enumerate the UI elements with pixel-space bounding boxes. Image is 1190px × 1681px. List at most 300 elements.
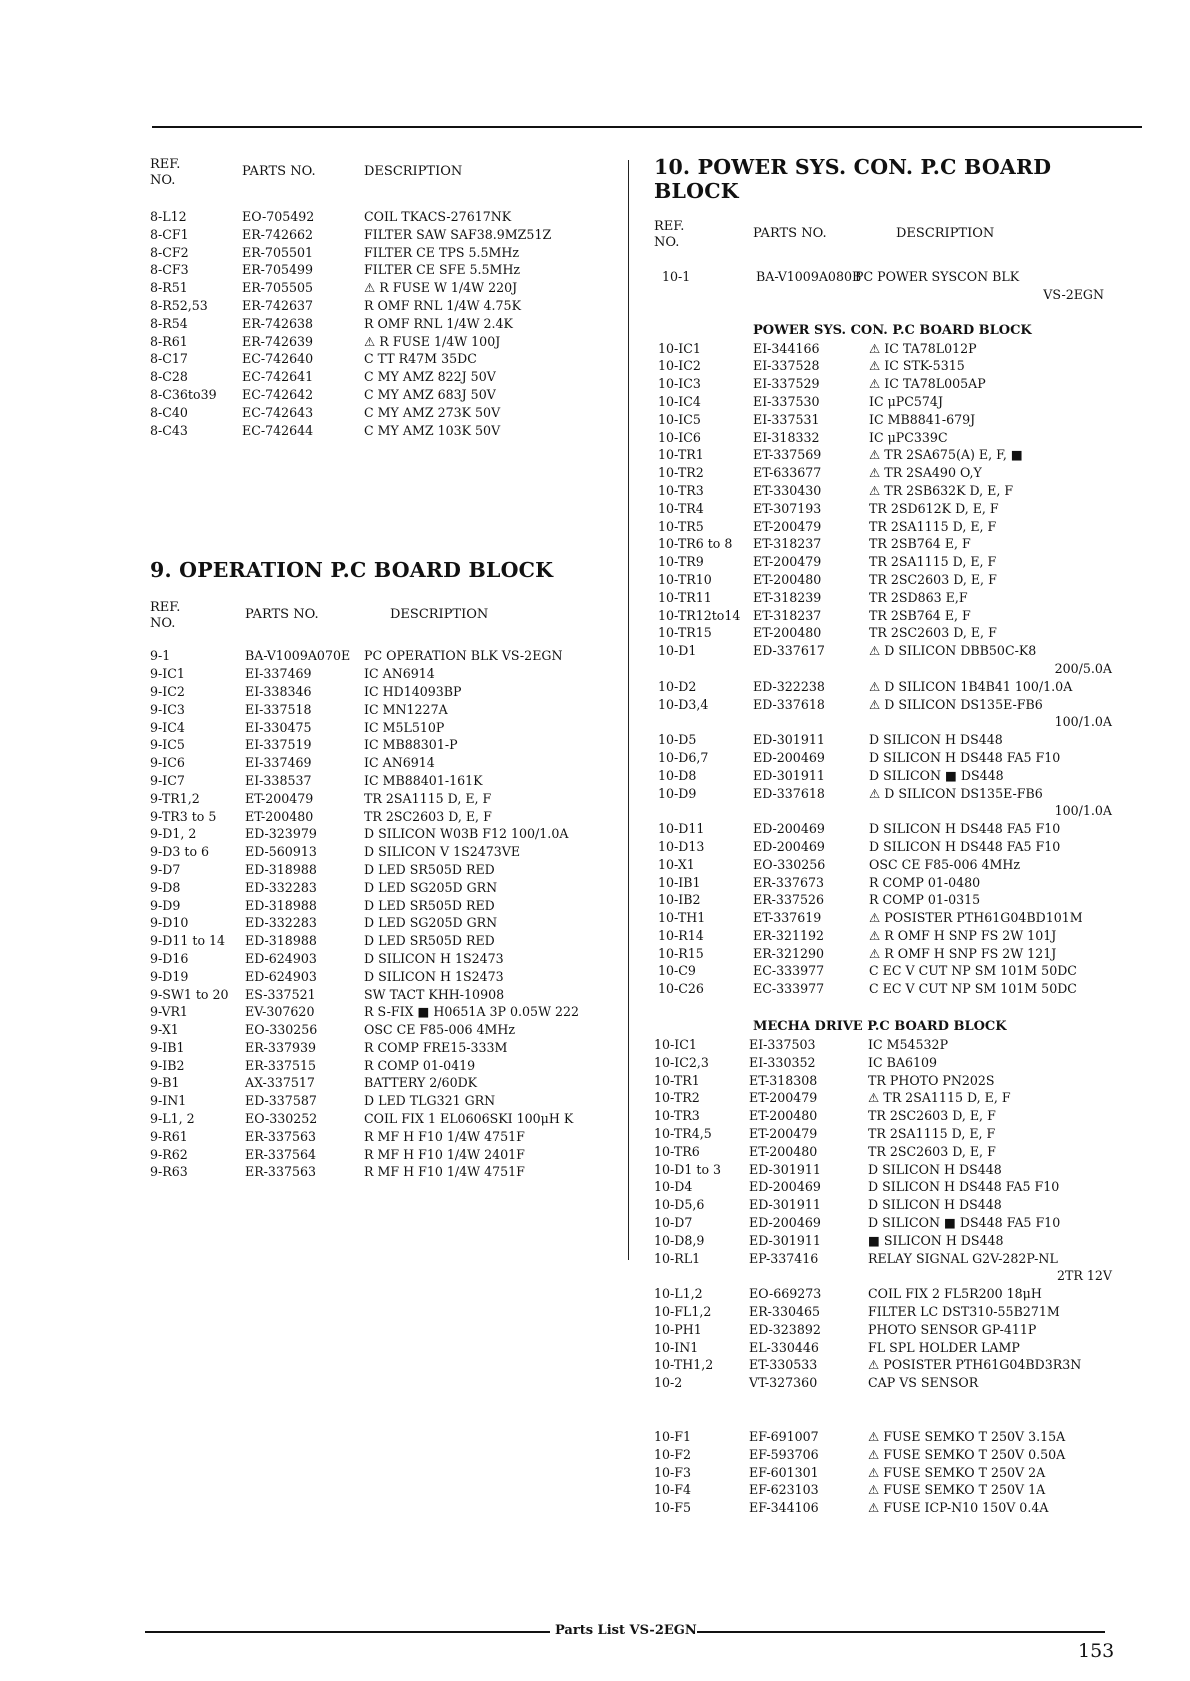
desc-cell: C EC V CUT NP SM 101M 50DC: [869, 981, 1077, 997]
desc-cell: C MY AMZ 683J 50V: [364, 386, 496, 402]
desc-cell: D SILICON H DS448 FA5 F10: [868, 1179, 1060, 1195]
desc-cell: ■ SILICON H DS448: [868, 1232, 1004, 1248]
table-row: [150, 898, 620, 916]
table-row: [150, 809, 620, 827]
desc-cell: CAP VS SENSOR: [868, 1375, 979, 1391]
desc-cell: D SILICON W03B F12 100/1.0A: [364, 826, 569, 842]
desc-cell: PHOTO SENSOR GP-411P: [868, 1321, 1037, 1337]
desc-cell: R OMF RNL 1/4W 4.75K: [364, 297, 521, 313]
ref-cell: 10-TR4,5: [654, 1126, 712, 1142]
ref-cell: 10-1: [662, 269, 691, 284]
ref-cell: 10-IC6: [658, 429, 701, 445]
ref-cell: 8-CF3: [150, 262, 189, 278]
ref-cell: 10-D8,9: [654, 1232, 705, 1248]
desc-cell: PC OPERATION BLK VS-2EGN: [364, 648, 563, 664]
ref-cell: 9-R62: [150, 1146, 188, 1162]
ref-cell: 10-TR5: [658, 518, 704, 534]
table-row: [654, 821, 1124, 839]
part-cell: EC-742641: [242, 369, 314, 385]
table-row: [654, 465, 1124, 483]
ref-cell: 10-D5: [658, 732, 697, 748]
part-cell: ET-200480: [245, 808, 314, 824]
table-row: [654, 1055, 1124, 1073]
part-cell: ER-705501: [242, 244, 314, 260]
footer: [145, 1623, 1105, 1639]
part-cell: EC-333977: [753, 963, 825, 979]
desc-cell: ⚠ IC STK-5315: [869, 358, 965, 374]
ref-header: REF. NO.: [654, 219, 685, 250]
desc-cell: R COMP FRE15-333M: [364, 1039, 508, 1055]
desc-cell: IC BA6109: [868, 1054, 938, 1070]
ref-cell: 10-PH1: [654, 1321, 702, 1337]
ref-cell: 8-C28: [150, 369, 188, 385]
desc-cell: FILTER CE TPS 5.5MHz: [364, 244, 520, 260]
ref-cell: 8-R51: [150, 280, 188, 296]
desc-cell: ⚠ FUSE SEMKO T 250V 0.50A: [868, 1446, 1066, 1462]
desc-cell: OSC CE F85-006 4MHz: [364, 1022, 516, 1038]
part-cell: EF-593706: [749, 1446, 819, 1462]
ref-cell: 10-F3: [654, 1464, 692, 1480]
part-cell: EC-742643: [242, 404, 314, 420]
table-row: [654, 679, 1124, 697]
desc-cell: TR 2SC2603 D, E, F: [869, 571, 997, 587]
ref-cell: 10-TH1: [658, 910, 706, 926]
table-row: [654, 572, 1124, 590]
table-row: [654, 1144, 1124, 1162]
part-cell: ET-318237: [753, 607, 822, 623]
table-row: [150, 969, 620, 987]
ref-cell: 10-IC1: [658, 340, 701, 356]
part-cell: ET-337619: [753, 910, 822, 926]
desc-cell: R COMP 01-0419: [364, 1057, 476, 1073]
ref-cell: 10-TR2: [658, 465, 704, 481]
ref-cell: 10-IB1: [658, 874, 701, 890]
part-cell: EI-338346: [245, 683, 312, 699]
desc-cell: D SILICON H DS448 FA5 F10: [869, 838, 1061, 854]
table-row: [150, 1111, 620, 1129]
ref-cell: 9-IB1: [150, 1039, 185, 1055]
desc-cell: D SILICON ■ DS448: [869, 767, 1004, 783]
ref-cell: 9-IC4: [150, 719, 185, 735]
ref-cell: 10-TR1: [658, 447, 704, 463]
table-row: [654, 1073, 1124, 1091]
ref-cell: 10-D13: [658, 838, 705, 854]
part-cell: ET-318308: [749, 1072, 818, 1088]
desc-cell: IC AN6914: [364, 666, 435, 682]
table-row: [150, 1147, 620, 1165]
desc-cell: R COMP 01-0315: [869, 892, 981, 908]
desc-cell: TR 2SB764 E, F: [869, 536, 971, 552]
table-row: [150, 826, 620, 844]
part-cell: EC-742644: [242, 422, 314, 438]
part-cell: ET-318237: [753, 536, 822, 552]
part-cell: ER-321290: [753, 945, 825, 961]
ref-cell: 10-F5: [654, 1500, 692, 1516]
ref-cell: 10-IC1: [654, 1037, 697, 1053]
table-row: [150, 933, 620, 951]
table-row: [654, 608, 1124, 626]
part-cell: EI-337531: [753, 411, 820, 427]
part-cell: ED-301911: [749, 1161, 821, 1177]
part-cell: ED-318988: [245, 933, 317, 949]
desc-cell: C MY AMZ 822J 50V: [364, 369, 496, 385]
desc-cell: ⚠ TR 2SA490 O,Y: [869, 465, 982, 481]
ref-cell: 9-D8: [150, 879, 181, 895]
desc-cell: D SILICON V 1S2473VE: [364, 844, 521, 860]
desc-cell: SW TACT KHH-10908: [364, 986, 505, 1002]
desc-cell: R MF H F10 1/4W 4751F: [364, 1128, 525, 1144]
desc-cell: ⚠ D SILICON 1B4B41 100/1.0A: [869, 678, 1073, 694]
desc-cell: ⚠ POSISTER PTH61G04BD3R3N: [868, 1357, 1082, 1373]
table-row: [150, 369, 620, 387]
part-cell: ED-322238: [753, 678, 825, 694]
top-rule: [152, 126, 1142, 128]
part-cell: EI-330352: [749, 1054, 816, 1070]
ref-cell: 10-IB2: [658, 892, 701, 908]
ref-cell: 10-IC2: [658, 358, 701, 374]
part-cell: ED-332283: [245, 915, 317, 931]
ref-cell: 10-D3,4: [658, 696, 709, 712]
part-cell: ER-337515: [245, 1057, 317, 1073]
ref-cell: 10-F2: [654, 1446, 692, 1462]
desc-cell: C EC V CUT NP SM 101M 50DC: [869, 963, 1077, 979]
ref-cell: 10-TR1: [654, 1072, 700, 1088]
part-cell: EI-337469: [245, 666, 312, 682]
table-row: [654, 519, 1124, 537]
table-row: [150, 298, 620, 316]
table-row: [654, 1251, 1124, 1269]
desc-cell: D LED SR505D RED: [364, 897, 495, 913]
table-row: [654, 963, 1124, 981]
table-row: [654, 1429, 1124, 1447]
desc-cont-cell: 100/1.0A: [1054, 714, 1112, 730]
part-cell: ER-337563: [245, 1164, 317, 1180]
table-row: [654, 875, 1124, 893]
desc-cell: FILTER CE SFE 5.5MHz: [364, 262, 521, 278]
desc-header: DESCRIPTION: [896, 226, 995, 241]
table-row: [658, 269, 1128, 287]
ref-cell: 9-TR1,2: [150, 790, 200, 806]
part-cell: EO-330256: [753, 856, 826, 872]
ref-cell: 10-R15: [658, 945, 704, 961]
desc-cell: C MY AMZ 273K 50V: [364, 404, 501, 420]
table-row: [654, 394, 1124, 412]
desc-cell: ⚠ TR 2SA1115 D, E, F: [868, 1090, 1011, 1106]
table-row-cont: [654, 803, 1124, 821]
table-row: [654, 1126, 1124, 1144]
ref-cell: 10-2: [654, 1375, 683, 1391]
part-cell: ED-337587: [245, 1093, 317, 1109]
table-row: [150, 880, 620, 898]
part-cell: EO-705492: [242, 209, 315, 224]
desc-cell: D SILICON H DS448: [868, 1161, 1002, 1177]
desc-cell: D LED SR505D RED: [364, 861, 495, 877]
table-row: [654, 1215, 1124, 1233]
ref-cell: 9-IC2: [150, 683, 185, 699]
footer-label: Parts List VS-2EGN: [555, 1623, 697, 1638]
desc-cell: ⚠ R OMF H SNP FS 2W 121J: [869, 945, 1057, 961]
table-row: [654, 1090, 1124, 1108]
part-cell: ER-337564: [245, 1146, 317, 1162]
ref-cell: 9-D19: [150, 968, 189, 984]
part-cell: EI-330475: [245, 719, 312, 735]
part-cell: ET-200479: [749, 1126, 818, 1142]
part-cell: EI-337518: [245, 701, 312, 717]
part-cell: ET-200479: [245, 790, 314, 806]
ref-cell: 10-TR10: [658, 571, 712, 587]
table-row: [654, 910, 1124, 928]
table-row: [150, 280, 620, 298]
desc-cell: D LED SG205D GRN: [364, 915, 498, 931]
part-cell: ED-301911: [753, 732, 825, 748]
desc-cell: IC MB88301-P: [364, 737, 458, 753]
table-row: [150, 844, 620, 862]
ref-cell: 10-TR6 to 8: [658, 536, 733, 552]
ref-cell: 10-TR12to14: [658, 607, 741, 623]
desc-cont-cell: 100/1.0A: [1054, 803, 1112, 819]
ref-cell: 9-IB2: [150, 1057, 185, 1073]
ref-cell: 8-CF2: [150, 244, 189, 260]
desc-cell: FILTER SAW SAF38.9MZ51Z: [364, 226, 552, 242]
part-cell: BA-V1009A080B: [756, 269, 862, 284]
part-cell: ET-318239: [753, 589, 822, 605]
table-row: [654, 732, 1124, 750]
part-cell: ER-742638: [242, 315, 314, 331]
ref-cell: 10-D7: [654, 1215, 693, 1231]
desc-cell: R MF H F10 1/4W 4751F: [364, 1164, 525, 1180]
part-cell: ED-332283: [245, 879, 317, 895]
part-cell: ET-330430: [753, 482, 822, 498]
desc-cont-cell: VS-2EGN: [1043, 286, 1104, 302]
parts-header: PARTS NO.: [242, 164, 316, 179]
part-cell: ED-337618: [753, 696, 825, 712]
table-row: [654, 1375, 1124, 1393]
part-cell: EI-337529: [753, 376, 820, 392]
table-row: [150, 387, 620, 405]
desc-cell: ⚠ R FUSE 1/4W 100J: [364, 333, 501, 349]
table-row: [654, 768, 1124, 786]
table-row: [654, 1322, 1124, 1340]
part-cell: ED-301911: [749, 1232, 821, 1248]
ref-cell: 8-R52,53: [150, 297, 208, 313]
table-row: [654, 1465, 1124, 1483]
ref-cell: 9-D1, 2: [150, 826, 197, 842]
table-row: [654, 1447, 1124, 1465]
part-cell: EV-307620: [245, 1004, 315, 1020]
desc-cell: TR 2SC2603 D, E, F: [364, 808, 492, 824]
desc-cell: ⚠ D SILICON DS135E-FB6: [869, 785, 1043, 801]
ref-cell: 9-IC3: [150, 701, 185, 717]
part-cell: ET-200480: [753, 571, 822, 587]
desc-cell: R S-FIX ■ H0651A 3P 0.05W 222: [364, 1004, 580, 1020]
desc-cell: TR PHOTO PN202S: [868, 1072, 995, 1088]
table-row: [654, 1162, 1124, 1180]
desc-cell: D SILICON H 1S2473: [364, 968, 504, 984]
table-row: [654, 1304, 1124, 1322]
desc-cell: C TT R47M 35DC: [364, 351, 477, 367]
desc-cell: FL SPL HOLDER LAMP: [868, 1339, 1020, 1355]
table-row: [150, 648, 620, 666]
ref-cell: 9-IC5: [150, 737, 185, 753]
desc-cell: TR 2SA1115 D, E, F: [364, 790, 492, 806]
table-row: [150, 334, 620, 352]
part-cell: EP-337416: [749, 1250, 819, 1266]
subsection-title: [654, 323, 1124, 341]
part-cell: ER-337673: [753, 874, 825, 890]
ref-cell: 8-C36to39: [150, 386, 217, 402]
part-cell: ER-742639: [242, 333, 314, 349]
table-row: [150, 245, 620, 263]
desc-cell: ⚠ IC TA78L012P: [869, 340, 977, 356]
ref-cell: 10-TR11: [658, 589, 712, 605]
desc-cell: ⚠ POSISTER PTH61G04BD101M: [869, 910, 1083, 926]
ref-cell: 9-L1, 2: [150, 1111, 195, 1127]
part-cell: ED-323892: [749, 1321, 821, 1337]
part-cell: ED-200469: [753, 821, 825, 837]
part-cell: ET-200479: [753, 554, 822, 570]
table-row: [150, 351, 620, 369]
table-row: [150, 405, 620, 423]
ref-cell: 10-F1: [654, 1429, 692, 1445]
ref-cell: 9-D11 to 14: [150, 933, 226, 949]
table-row: [150, 720, 620, 738]
part-cell: EF-691007: [749, 1429, 819, 1445]
part-cell: EF-601301: [749, 1464, 819, 1480]
part-cell: ER-337939: [245, 1039, 317, 1055]
part-cell: ER-742662: [242, 226, 314, 242]
table-row: [654, 928, 1124, 946]
ref-cell: 10-RL1: [654, 1250, 701, 1266]
desc-cell: R OMF RNL 1/4W 2.4K: [364, 315, 513, 331]
desc-cont-cell: 200/5.0A: [1054, 660, 1112, 676]
ref-cell: 10-TR6: [654, 1143, 700, 1159]
part-cell: ET-307193: [753, 500, 822, 516]
ref-cell: 9-TR3 to 5: [150, 808, 217, 824]
part-cell: ED-200469: [753, 749, 825, 765]
table-row: [654, 1233, 1124, 1251]
ref-cell: 10-F4: [654, 1482, 692, 1498]
table-row: [654, 892, 1124, 910]
ref-cell: 8-L12: [150, 209, 187, 224]
part-cell: EO-330252: [245, 1111, 318, 1127]
part-cell: EO-330256: [245, 1022, 318, 1038]
ref-cell: 10-D1: [658, 643, 697, 659]
part-cell: ED-200469: [753, 838, 825, 854]
ref-cell: 10-FL1,2: [654, 1304, 712, 1320]
ref-cell: 10-D9: [658, 785, 697, 801]
ref-cell: 8-C43: [150, 422, 188, 438]
table-row: [150, 684, 620, 702]
desc-cell: D SILICON H DS448 FA5 F10: [869, 821, 1061, 837]
table-row: [654, 1286, 1124, 1304]
table-row: [654, 750, 1124, 768]
desc-cell: IC M5L510P: [364, 719, 445, 735]
ref-cell: 10-D1 to 3: [654, 1161, 722, 1177]
desc-cell: D SILICON H 1S2473: [364, 950, 504, 966]
desc-cell: COIL TKACS-27617NK: [364, 209, 512, 224]
ref-cell: 9-D16: [150, 950, 189, 966]
ref-cell: 10-IC3: [658, 376, 701, 392]
desc-cell: BATTERY 2/60DK: [364, 1075, 478, 1091]
desc-cell: ⚠ FUSE SEMKO T 250V 3.15A: [868, 1429, 1066, 1445]
part-cell: EI-318332: [753, 429, 820, 445]
ref-cell: 8-R61: [150, 333, 188, 349]
ref-cell: 9-IN1: [150, 1093, 187, 1109]
parts-header: PARTS NO.: [753, 226, 827, 241]
table-row: [150, 1022, 620, 1040]
desc-cell: ⚠ D SILICON DBB50C-K8: [869, 643, 1037, 659]
left-column: [150, 155, 620, 1182]
part-cell: ER-337563: [245, 1128, 317, 1144]
part-cell: BA-V1009A070E: [245, 648, 351, 664]
table-row: [654, 1340, 1124, 1358]
desc-cell: IC AN6914: [364, 755, 435, 771]
desc-cell: D LED TLG321 GRN: [364, 1093, 496, 1109]
table-row: [150, 1040, 620, 1058]
ref-cell: 9-IC7: [150, 772, 185, 788]
table-row: [150, 987, 620, 1005]
table-row: [150, 423, 620, 441]
desc-cell: ⚠ FUSE ICP-N10 150V 0.4A: [868, 1500, 1049, 1516]
desc-cell: RELAY SIGNAL G2V-282P-NL: [868, 1250, 1058, 1266]
part-cell: ER-330465: [749, 1304, 821, 1320]
desc-cell: IC μPC339C: [869, 429, 948, 445]
table-row: [654, 625, 1124, 643]
ref-cell: 9-R61: [150, 1128, 188, 1144]
part-cell: ED-624903: [245, 968, 317, 984]
desc-cell: D SILICON H DS448: [868, 1197, 1002, 1213]
table-row: [654, 697, 1124, 715]
ref-cell: 9-B1: [150, 1075, 180, 1091]
section9-rows: [150, 648, 620, 1182]
ref-cell: 8-CF1: [150, 226, 189, 242]
part-cell: ER-742637: [242, 297, 314, 313]
ref-cell: 8-C17: [150, 351, 188, 367]
part-cell: EF-623103: [749, 1482, 819, 1498]
table-row: [150, 951, 620, 969]
table-row: [654, 1037, 1124, 1055]
table-row: [150, 262, 620, 280]
ref-cell: 9-IC6: [150, 755, 185, 771]
part-cell: ET-330533: [749, 1357, 818, 1373]
table-row-cont: [654, 1268, 1124, 1286]
desc-cell: ⚠ R OMF H SNP FS 2W 101J: [869, 927, 1057, 943]
desc-cell: D LED SR505D RED: [364, 933, 495, 949]
table-row-cont: [654, 661, 1124, 679]
desc-cell: TR 2SB764 E, F: [869, 607, 971, 623]
table-row: [654, 1108, 1124, 1126]
ref-cell: 10-IC2,3: [654, 1054, 709, 1070]
ref-cell: 10-R14: [658, 927, 704, 943]
section10-mecha-rows: [654, 1037, 1124, 1393]
desc-cell: D SILICON H DS448: [869, 732, 1003, 748]
table-row: [654, 447, 1124, 465]
table-row: [150, 702, 620, 720]
ref-cell: 10-D2: [658, 678, 697, 694]
desc-cell: ⚠ FUSE SEMKO T 250V 1A: [868, 1482, 1046, 1498]
desc-cell: ⚠ FUSE SEMKO T 250V 2A: [868, 1464, 1046, 1480]
part-cell: EF-344106: [749, 1500, 819, 1516]
ref-cell: 10-IN1: [654, 1339, 699, 1355]
table-row: [654, 536, 1124, 554]
desc-cell: TR 2SA1115 D, E, F: [869, 518, 997, 534]
table-row: [150, 1164, 620, 1182]
table-row: [150, 862, 620, 880]
section9-title: 9. OPERATION P.C BOARD BLOCK: [150, 558, 554, 583]
table-row: [150, 1129, 620, 1147]
part-cell: EL-330446: [749, 1339, 819, 1355]
ref-cell: 10-IC5: [658, 411, 701, 427]
